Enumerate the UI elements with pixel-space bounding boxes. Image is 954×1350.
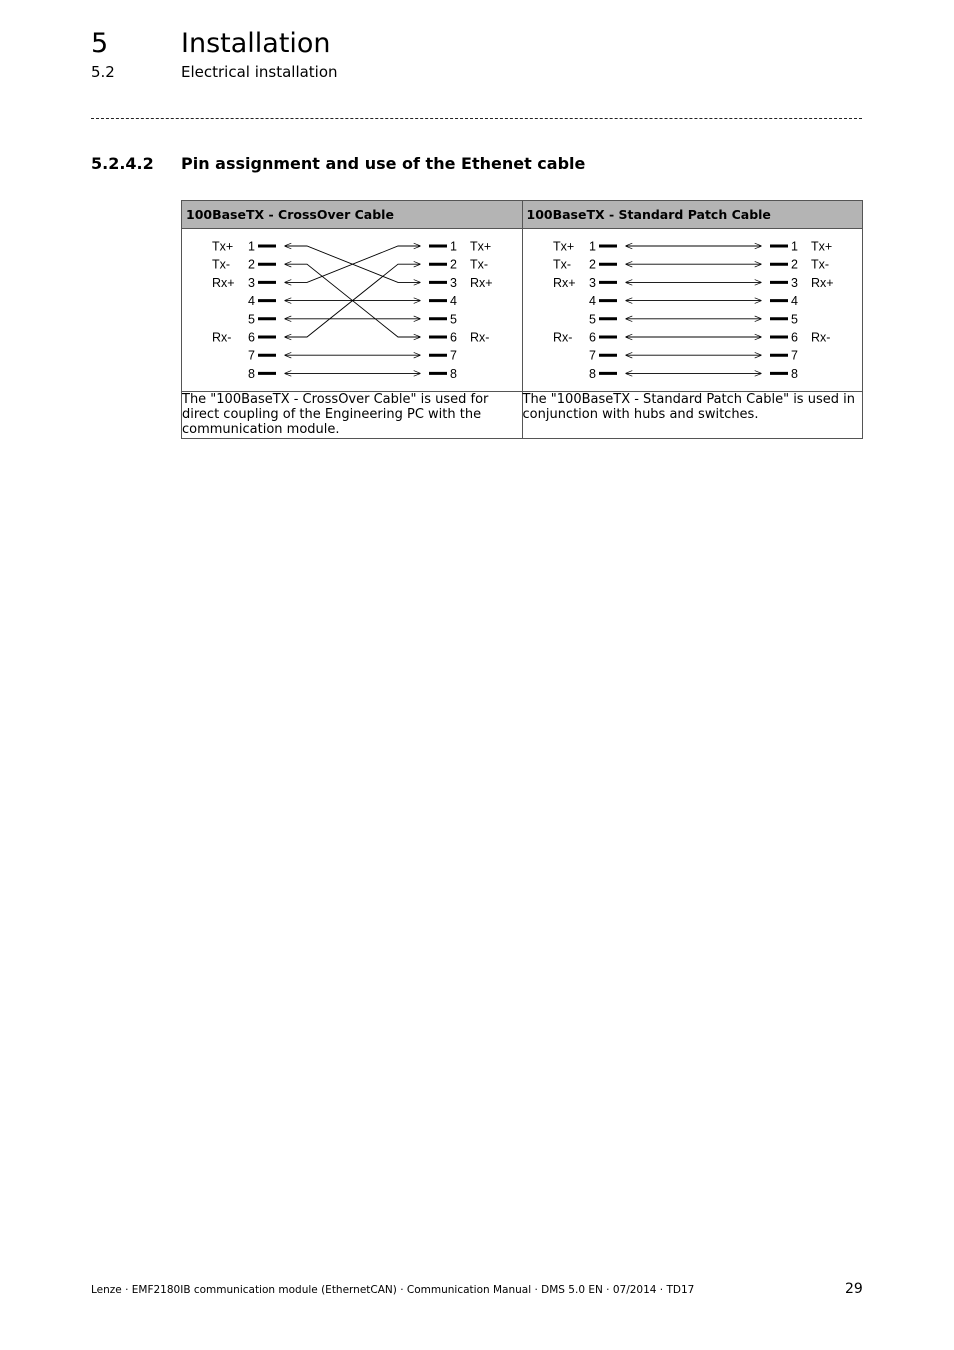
col0-left-pin-number: 5 bbox=[248, 312, 255, 327]
col0-left-pin-number: 6 bbox=[248, 330, 255, 345]
col1-right-pin-number: 4 bbox=[790, 294, 798, 309]
col1-left-pin-number: 7 bbox=[588, 348, 596, 363]
subsection-title: Pin assignment and use of the Ethenet cable bbox=[181, 154, 586, 173]
col1-right-pin-number: 8 bbox=[790, 366, 798, 381]
col1-left-pin-number: 6 bbox=[588, 330, 596, 345]
col1-right-signal-label: Tx+ bbox=[810, 239, 832, 254]
patch-diagram-cell bbox=[522, 229, 863, 392]
col0-left-signal-label: Tx- bbox=[212, 257, 231, 272]
header-divider bbox=[91, 118, 862, 119]
col0-right-signal-label: Rx- bbox=[470, 330, 490, 345]
col1-left-pin-number: 2 bbox=[588, 257, 596, 272]
col1-left-pin-number: 4 bbox=[588, 294, 596, 309]
crossover-wiring-diagram bbox=[182, 229, 522, 391]
table-description-row bbox=[182, 392, 863, 439]
footer-text: Lenze · EMF2180IB communication module (EthernetCAN) · Communication Manual · DMS 5.0 EN · 07/2014 · TD17 bbox=[91, 1284, 695, 1296]
crossover-diagram-cell bbox=[182, 229, 523, 392]
section-title: Electrical installation bbox=[181, 63, 338, 81]
col1-right-signal-label: Tx- bbox=[810, 257, 829, 272]
col1-left-pin-number: 5 bbox=[588, 312, 596, 327]
col1-right-pin-number: 1 bbox=[790, 239, 798, 254]
col0-right-pin-number: 4 bbox=[450, 294, 457, 309]
col1-left-signal-label: Tx+ bbox=[552, 239, 574, 254]
col1-right-signal-label: Rx+ bbox=[810, 275, 834, 290]
patch-wiring-diagram bbox=[523, 229, 863, 391]
col0-left-pin-number: 4 bbox=[248, 294, 255, 309]
col0-left-pin-number: 8 bbox=[248, 366, 255, 381]
page-number: 29 bbox=[845, 1281, 863, 1297]
col1-right-signal-label: Rx- bbox=[810, 330, 830, 345]
col1-right-pin-number: 7 bbox=[790, 348, 798, 363]
col0-right-pin-number: 3 bbox=[450, 275, 457, 290]
section-number: 5.2 bbox=[91, 63, 115, 81]
chapter-title: Installation bbox=[181, 28, 331, 59]
table-diagram-row bbox=[182, 229, 863, 392]
col0-right-signal-label: Rx+ bbox=[470, 275, 493, 290]
col1-left-signal-label: Tx- bbox=[552, 257, 571, 272]
table-header-row bbox=[182, 201, 863, 229]
col1-left-pin-number: 3 bbox=[588, 275, 596, 290]
patch-heading: 100BaseTX - Standard Patch Cable bbox=[522, 201, 863, 229]
col0-right-pin-number: 5 bbox=[450, 312, 457, 327]
col0-left-pin-number: 2 bbox=[248, 257, 255, 272]
col0-right-pin-number: 8 bbox=[450, 366, 457, 381]
col0-left-signal-label: Tx+ bbox=[212, 239, 234, 254]
col0-right-pin-number: 7 bbox=[450, 348, 457, 363]
col0-left-pin-number: 1 bbox=[248, 239, 255, 254]
col1-right-pin-number: 3 bbox=[790, 275, 798, 290]
subsection-number: 5.2.4.2 bbox=[91, 154, 154, 173]
col0-left-pin-number: 7 bbox=[248, 348, 255, 363]
chapter-number: 5 bbox=[91, 28, 109, 59]
col0-left-pin-number: 3 bbox=[248, 275, 255, 290]
col0-right-pin-number: 2 bbox=[450, 257, 457, 272]
col1-left-signal-label: Rx- bbox=[552, 330, 572, 345]
col0-right-pin-number: 1 bbox=[450, 239, 457, 254]
col1-left-pin-number: 1 bbox=[588, 239, 596, 254]
pin-assignment-table bbox=[181, 200, 863, 439]
col1-right-pin-number: 2 bbox=[790, 257, 798, 272]
col0-left-signal-label: Rx- bbox=[212, 330, 232, 345]
col1-right-pin-number: 6 bbox=[790, 330, 798, 345]
crossover-heading: 100BaseTX - CrossOver Cable bbox=[182, 201, 523, 229]
col1-left-signal-label: Rx+ bbox=[552, 275, 576, 290]
col1-left-pin-number: 8 bbox=[588, 366, 596, 381]
col1-right-pin-number: 5 bbox=[790, 312, 798, 327]
patch-description: The "100BaseTX - Standard Patch Cable" is used in conjunction with hubs and switches. bbox=[522, 392, 863, 439]
col0-right-signal-label: Tx- bbox=[470, 257, 489, 272]
crossover-description: The "100BaseTX - CrossOver Cable" is used for direct coupling of the Engineering PC with the communication module. bbox=[182, 392, 523, 439]
col0-right-signal-label: Tx+ bbox=[470, 239, 492, 254]
col0-left-signal-label: Rx+ bbox=[212, 275, 235, 290]
col0-right-pin-number: 6 bbox=[450, 330, 457, 345]
